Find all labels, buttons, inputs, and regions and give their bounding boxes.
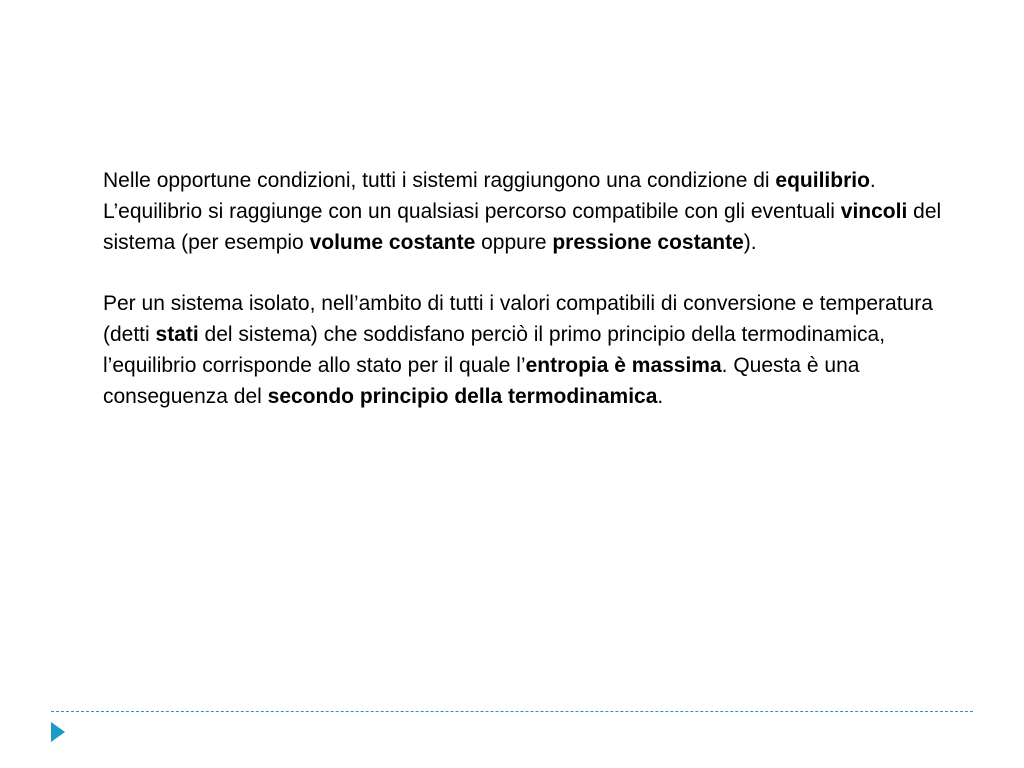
- triangle-right-icon: [51, 722, 65, 742]
- bold-term: entropia è massima: [525, 353, 722, 377]
- slide-paragraph: [103, 289, 943, 412]
- paragraph-text: Nelle opportune condizioni, tutti i sistemi raggiungono una condizione di: [103, 169, 776, 192]
- bold-term: secondo principio della termodinamica: [267, 384, 658, 408]
- slide-body-text: [103, 166, 943, 412]
- paragraph-text: oppure: [475, 230, 553, 254]
- paragraph-text: Per un sistema isolato, nell’ambito di tutti i valori compatibili di conversione e temperatura (detti: [103, 292, 933, 346]
- bold-term: vincoli: [840, 199, 908, 223]
- paragraph-text: ).: [743, 230, 757, 254]
- paragraph-text: del sistema (per esempio: [103, 199, 942, 254]
- bold-term: stati: [155, 322, 199, 346]
- slide-paragraph: [103, 166, 943, 258]
- bold-term: pressione costante: [552, 230, 744, 254]
- paragraph-text: .: [657, 384, 664, 408]
- paragraph-text: del sistema) che soddisfano perciò il primo principio della termodinamica, l’equilibrio corrisponde allo stato per il quale l’: [103, 322, 886, 377]
- paragraph-text: . Questa è una conseguenza del: [103, 353, 860, 408]
- bold-term: equilibrio: [775, 169, 870, 192]
- bold-term: volume costante: [309, 230, 476, 254]
- paragraph-text: . L’equilibrio si raggiunge con un qualsiasi percorso compatibile con gli eventuali: [103, 169, 876, 223]
- footer-divider: [51, 711, 973, 712]
